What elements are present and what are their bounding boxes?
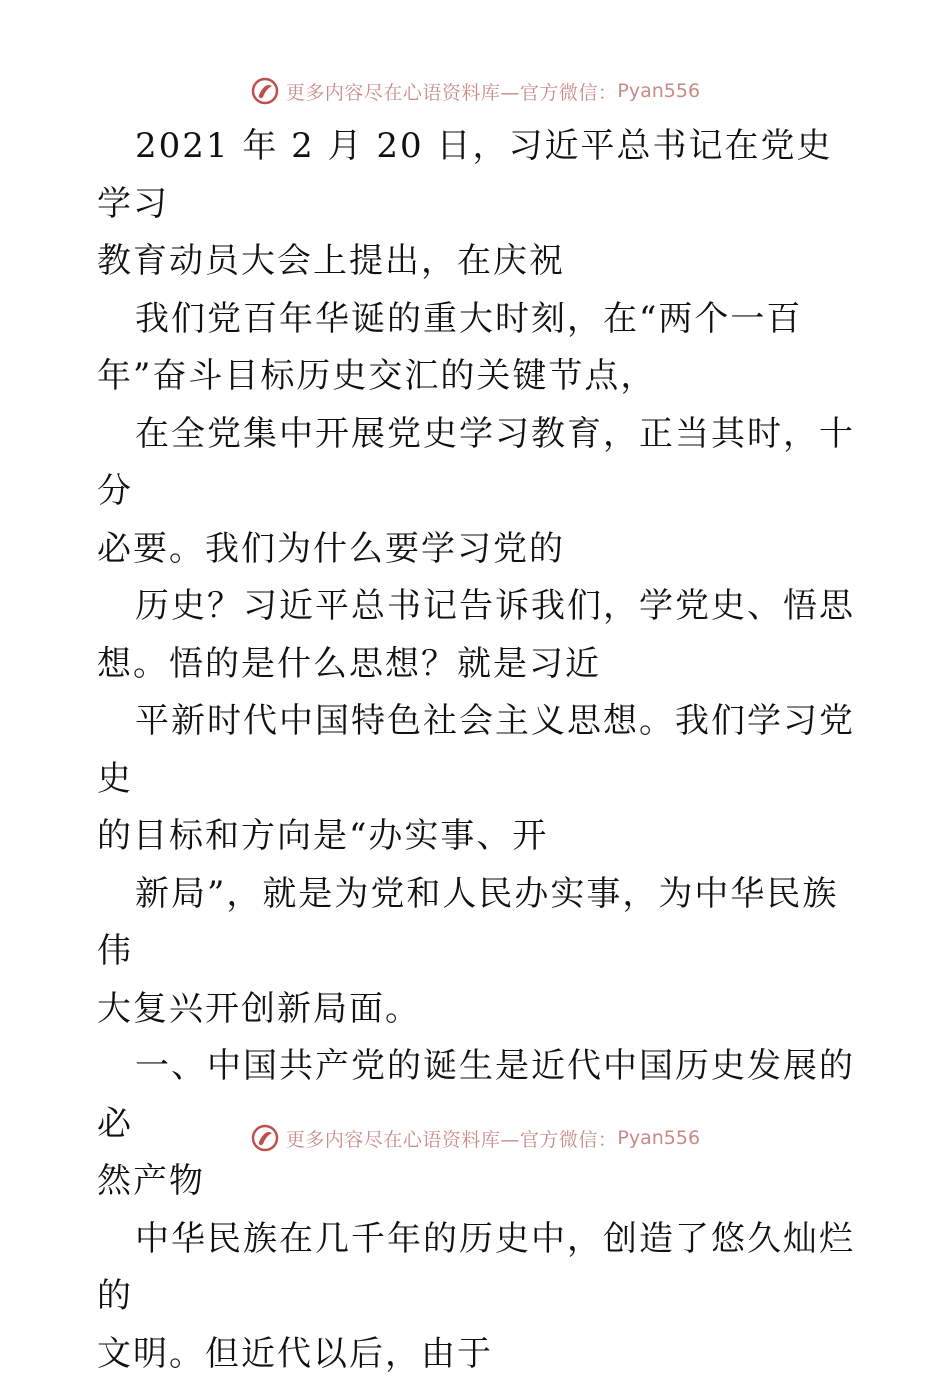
paragraph-line: 文明。但近代以后，由于: [97, 1326, 857, 1383]
paragraph-line: 平新时代中国特色社会主义思想。我们学习党史: [97, 693, 857, 808]
paragraph-line: 在全党集中开展党史学习教育，正当其时，十分: [97, 406, 857, 521]
paragraph-line: 新局”，就是为党和人民办实事，为中华民族伟: [97, 866, 857, 981]
paragraph-line: 我们党百年华诞的重大时刻，在“两个一百: [97, 291, 857, 349]
paragraph: [97, 291, 857, 406]
watermark-text: 更多内容尽在心语资料库—官方微信：: [286, 1125, 618, 1152]
paragraph-line: 想。悟的是什么思想？就是习近: [97, 636, 857, 694]
paragraph: [97, 406, 857, 579]
paragraph-line: 历史？习近平总书记告诉我们，学党史、悟思: [97, 578, 857, 636]
header-watermark: [0, 71, 950, 111]
paragraph-line: 中华民族在几千年的历史中，创造了悠久灿烂的: [97, 1211, 857, 1326]
paragraph: [97, 578, 857, 693]
paragraph: [97, 118, 857, 291]
paragraph: [97, 866, 857, 1039]
paragraph-line: 的目标和方向是“办实事、开: [97, 808, 857, 866]
watermark-account: Pyan556: [617, 80, 700, 102]
paragraph: [97, 1211, 857, 1383]
paragraph-line: 2021 年 2 月 20 日，习近平总书记在党史学习: [97, 118, 857, 233]
footer-watermark: [0, 1118, 950, 1158]
logo-icon: [250, 76, 280, 106]
paragraph-line: 大复兴开创新局面。: [97, 981, 857, 1039]
paragraph-line: 然产物: [97, 1153, 857, 1211]
paragraph-line: 教育动员大会上提出，在庆祝: [97, 233, 857, 291]
logo-icon: [250, 1123, 280, 1153]
paragraph: [97, 693, 857, 866]
paragraph-line: 必要。我们为什么要学习党的: [97, 521, 857, 579]
document-body: [97, 118, 857, 1383]
watermark-text: 更多内容尽在心语资料库—官方微信：: [286, 78, 618, 105]
watermark-account: Pyan556: [617, 1127, 700, 1149]
paragraph-line: 一、中国共产党的诞生是近代中国历史发展的必: [97, 1038, 857, 1153]
paragraph-line: 年”奋斗目标历史交汇的关键节点，: [97, 348, 857, 406]
